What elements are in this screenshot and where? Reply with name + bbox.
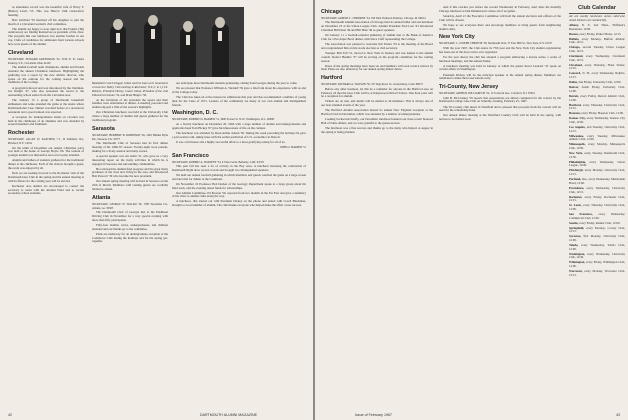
- calendar-entry: [569, 161, 625, 168]
- calendar-entry-city: Detroit,: [569, 93, 579, 98]
- calendar-entry-details: every Monday, Worcester Club, 12:15.: [569, 269, 625, 277]
- body-paragraph: We held our annual football gathering in which members and guests watched the game on a large screen and later met for dinner at the Commons.: [172, 172, 306, 181]
- body-paragraph: At the invitation of the president the squad and their families were entertained at dinner. A meeting preceded and alumni enjoyed a film of the season's highlights.: [92, 97, 168, 110]
- body-paragraph: A luncheon, that started out with President Dickey on the phone and ended with Coach Blackman, brought a record number of alumni. The club thanks everyone who helped make the affair a true success.: [172, 199, 306, 208]
- calendar-entry-details: every Friday, Wilmington Club, 12:00.: [569, 260, 625, 269]
- body-paragraph: Next we are looking forward to the Rochester visit of the Dartmouth Glee Club in the spring and the annual meeting at which officers for the coming year will be elected.: [8, 171, 84, 183]
- body-paragraph: A special speaker was Art Allen '31, who gave us a very interesting report on the many activities in which he is engaged in Sarasota and surrounding communities.: [92, 153, 168, 166]
- body-paragraph: The Dartmouth Club of Georgia met at the Piedmont Driving Club in November for a very special evening with more than fifty participants.: [92, 210, 168, 222]
- running-footer-left: DARTMOUTH ALUMNI MAGAZINE: [200, 413, 258, 417]
- secretary-line: SECRETARY, ALBERT C. OSBORNE '54, 330 West Fullerton Parkway, Chicago, Ill. 60614: [321, 17, 426, 20]
- body-paragraph: The luncheon was attended by Dean Arthur Jensen '30. During the week preceding the holidays he gave a provocative talk, taking issue with the earlier prediction of U.S. economics in Detroit.: [172, 130, 306, 139]
- body-paragraph: On November 16 Professor Bob Decker of the Geology Department spoke to a large group about his field work, and the evening raised funds for scholarships.: [172, 181, 306, 190]
- calendar-entry-city: Kansas City,: [569, 116, 586, 121]
- left-column-1: [8, 6, 84, 197]
- calendar-entry-city: Philadelphia,: [569, 159, 586, 164]
- calendar-entry-details: every Monday, Colony Club, 12:15.: [569, 225, 626, 234]
- body-paragraph: The Association was pleased to welcome Jim Turner '59 to the meeting of the Board and congratulated him on his recent election as club secretary.: [321, 42, 433, 50]
- calendar-entry-details: fourth Friday, University Club, 12:00.: [569, 85, 626, 93]
- calendar-entry: [569, 169, 625, 176]
- left-page: [0, 0, 313, 420]
- club-calendar-title: Club Calendar: [578, 5, 616, 11]
- body-paragraph: He reviewed the alumni fund progress and the great many graduates of the class now living in the area, and introduced Bob Prescott '39 who became the new president.: [92, 166, 168, 179]
- intro-paragraph: Saturday, April 21 the Executive Committee will hold the annual elections and officers of the Club will be chosen.: [439, 13, 561, 22]
- secretary-line: SECRETARY, HERBERT B. ROBINSON '26, 1465 Hidden Hyde Rd., Sarasota, Fla. 33577: [92, 133, 168, 141]
- body-paragraph: Plans are underway for an undergraduate reception at the Commerce Club during the holidays and for the spring get-together.: [92, 231, 168, 244]
- body-paragraph: This past fall has seen a lot of activity in the Bay Area. A luncheon honoring the celebration of Dartmouth Night drew record crowds and brought two distinguished speakers.: [172, 163, 306, 172]
- calendar-entry: [569, 24, 625, 31]
- intro-paragraph: as attendance record was the beautiful wife of Harry F. (Butter) Lewis '55. This was Harry's 19th consecutive meeting.: [8, 5, 84, 17]
- calendar-entry-details: N. H., every Wednesday, Ralph's, 12:15.: [569, 71, 625, 80]
- right-page: [315, 0, 628, 420]
- secretary-line: SECRETARY, ROBERT A. TIMOTHY '54, 6 Vista Cerda, Berkeley, Calif. 94703: [172, 160, 264, 164]
- calendar-entry-details: 2nd Tuesday, University Club, 12:15.: [569, 124, 626, 133]
- intro-paragraph: The Club has taken an active interest in admissions this year and has recommended a number of young men for the Class of 1971. Leaders of the community are many of our own alumni and distinguished friends.: [172, 94, 306, 107]
- secretary-line: SECRETARY, ROBERT D. HARPER '51, 3600 Everett St. N.W., Washington, D.C. 20008: [172, 118, 274, 122]
- body-paragraph: Our Christmas luncheon was held at the University Club where a large number of alumni and guests gathered for the traditional program.: [92, 110, 168, 122]
- calendar-entry: [569, 227, 625, 234]
- section-heading-chicago: Chicago: [321, 9, 343, 15]
- calendar-entry: [569, 38, 625, 45]
- calendar-entry-details: every Monday, Minneapolis Club, 12:00.: [569, 142, 626, 151]
- calendar-entry: [569, 104, 625, 111]
- calendar-entry-details: every Monday, Buffalo Athletic Club, 12:15.: [569, 36, 626, 45]
- calendar-entry-city: Albany,: [569, 22, 579, 27]
- calendar-entry-city: Dallas,: [569, 80, 578, 85]
- body-paragraph: Our annual spring meeting will be held in Sarasota on the 25th of March. Members with visiting guests are cordially invited to attend.: [92, 179, 168, 191]
- calendar-entry-details: every Friday, Houston Club, 12:00.: [581, 111, 624, 116]
- calendar-entry-city: Houston,: [569, 111, 581, 116]
- section-heading-new-york-city: New York City: [439, 34, 475, 41]
- body-paragraph: Looking backwards briefly, our December luncheon featured our most recent honored Hall of Fame athlete, and we were grateful to the generous host.: [321, 117, 433, 126]
- body-paragraph: Alumni and fathers of students gathered for the traditional dinner at the clubhouse. Each of the visitors brought a guest; the event was enjoyed by all.: [8, 158, 84, 170]
- calendar-entry-city: Chicago,: [569, 45, 581, 50]
- calendar-entry: [569, 126, 625, 133]
- body-paragraph: Dates of the spring meetings have been set and members will soon receive notices by mail. Plans are also underway for our annual spring dinner dance.: [321, 63, 433, 72]
- calendar-entry-city: Toledo,: [569, 243, 579, 248]
- section-heading-sarasota: Sarasota: [92, 125, 115, 132]
- photo-person-head: [183, 21, 193, 32]
- calendar-entry-city: Boston,: [569, 31, 579, 36]
- calendar-entry-city: Los Angeles,: [569, 124, 586, 129]
- calendar-entry-details: every Thursday, University Club, 12:00.: [569, 203, 626, 211]
- section-heading-san-francisco: San Francisco: [172, 152, 209, 159]
- intro-paragraph: our anticipate most Dartmouth students graduating coming from Georgia during the year to come.: [176, 81, 298, 85]
- calendar-entry-city: Cincinnati,: [569, 54, 584, 58]
- calendar-entry: [569, 46, 625, 53]
- calendar-entry-city: Worcester,: [569, 269, 583, 274]
- calendar-entry-city: St. Louis,: [569, 203, 582, 208]
- body-paragraph: Rochester area alumni are encouraged to contact the secretary to assist with the Alumni Fund and to recruit secondary school students.: [8, 183, 84, 196]
- page-number-right: 43: [616, 413, 620, 417]
- calendar-entry-city: Concord,: [569, 71, 581, 76]
- body-paragraph: President Dickey will be the principal speaker at the annual spring dinner. Members are reminded to make their reservations early.: [439, 72, 561, 81]
- body-paragraph: On January 11 a football-oriented gathering of alumni met at the Bank of America Club for a Pre-Super Bowl dinner, with Dave Cleff representing the College.: [321, 33, 433, 41]
- calendar-entry-city: Syracuse,: [569, 234, 582, 239]
- body-paragraph: Younger Phil Taft '51, moved to New York in January and was named to the alumni council. Robert Heather '37 will be serving on the program committee for the coming season.: [321, 50, 433, 63]
- calendar-entry: [569, 72, 625, 79]
- signoff: JOHN O. HARPER '51: [279, 145, 306, 149]
- calendar-entry-city: New York,: [569, 151, 583, 156]
- section-heading-rochester: Rochester: [8, 130, 35, 137]
- body-paragraph: On the ninth of December our annual Christmas party was held at the home of George Hoyle '66. The turnout of younger alumni was impressive and over twenty attended.: [8, 145, 84, 158]
- intro-paragraph: We hope to see everyone there and encourage members to bring guests from neighboring alumni clubs.: [439, 22, 561, 31]
- calendar-entry: [569, 55, 625, 62]
- calendar-entry-details: every Friday, Detroit Athletic Club, 12:00.: [569, 93, 626, 102]
- calendar-entry: [569, 178, 625, 185]
- body-paragraph: It was a full house and a highly successful affair to a most gratifying outing for all of us.: [176, 139, 286, 144]
- calendar-entry-details: every Tuesday, Milwaukee Athletic Club, 12:00.: [569, 133, 625, 142]
- calendar-entry-city: Cleveland,: [569, 62, 583, 67]
- club-calendar-sidebar: [569, 5, 625, 405]
- left-column-2: [92, 82, 168, 245]
- calendar-entry: [569, 235, 625, 242]
- club-calendar-intro: All are weekly luncheons unless otherwise noted. Dinners are marked (D).: [569, 13, 625, 22]
- calendar-entry-details: every Friday, Rochester Club, 12:15.: [569, 194, 625, 203]
- calendar-entry: [569, 213, 625, 220]
- body-paragraph: Before any other business, let this be a reminder for anyone in the Hartford area on February 24 that the Glee Club will be at Kingswood-Oxford School. One hour prior will be a reception for alumni.: [321, 86, 433, 99]
- body-paragraph: Fifty-four alumni, wives, undergraduates, and children attended and our thanks go to the committee.: [92, 222, 168, 231]
- body-paragraph: The Dartmouth Club of Sarasota had its first dinner meeting of the 1966-'67 season. Twenty-eight were present, making for a lively session and many stories.: [92, 141, 168, 153]
- calendar-entry-city: Seattle,: [569, 220, 579, 225]
- body-paragraph: The Tri-County club meets in Westfield and is pleased that proceeds from the concert will be used for the scholarship fund.: [439, 104, 561, 113]
- calendar-entry-city: Wilmington,: [569, 260, 586, 265]
- photo-person-shirt: [116, 33, 120, 43]
- calendar-entry-details: N. Y., 2nd Thurs., Hoffman's Restaurant, 12:00.: [569, 22, 626, 31]
- section-heading-atlanta: Atlanta: [92, 194, 111, 201]
- section-heading-washington: Washington, D. C.: [172, 110, 218, 117]
- intro-paragraph: And if this reaches you before the second Wednesday in February, don't miss the monthly Chicago luncheon at Dan Dimmerson's where all of us gather.: [439, 5, 561, 13]
- photo-person-shirt: [218, 31, 222, 41]
- calendar-entry-details: every Friday, Rainier Club, 12:00.: [579, 220, 621, 225]
- calendar-entry-city: San Francisco,: [569, 211, 593, 216]
- calendar-entry: [569, 253, 625, 260]
- calendar-entry-city: Portland,: [569, 177, 582, 182]
- calendar-entry-details: every Wednesday, Toledo Club, 12:00.: [569, 243, 625, 251]
- page-number-left: 42: [8, 413, 12, 417]
- body-paragraph: The January 13 a group of Dartmouth basketball enthusiasts and some attended the game at the Arena where Dartmouth met Case. Dinner was held before at a downtown restaurant and a good turnout was reported.: [8, 98, 84, 114]
- calendar-entry: [569, 204, 625, 211]
- calendar-entry: [569, 143, 625, 150]
- calendar-entry-details: every Wednesday, University Club, 12:30.: [569, 251, 625, 260]
- calendar-entry: [569, 152, 625, 159]
- calendar-entry-city: Denver,: [569, 85, 579, 90]
- calendar-entry-details: second Tuesday, Union League Club, 12:15.: [569, 45, 626, 53]
- calendar-entry: [569, 95, 625, 102]
- calendar-entry-details: every Wednesday, Kansas City Club, 12:00.: [569, 116, 626, 124]
- right-column-1: [321, 6, 433, 136]
- calendar-entry-city: Minneapolis,: [569, 142, 586, 147]
- calendar-entry-details: every Wednesday, Commercial Club, 12:00.: [569, 211, 625, 220]
- calendar-entry: [569, 244, 625, 251]
- calendar-entry-city: Springfield,: [569, 225, 585, 230]
- section-heading-cleveland: Cleveland: [8, 49, 34, 56]
- calendar-entry: [569, 196, 625, 203]
- calendar-entry-details: every Monday, University Club, 12:15.: [569, 168, 626, 177]
- calendar-entry: [569, 270, 625, 277]
- body-paragraph: A program followed and was introduced by the chairman, Joe Knight '47, who also presented the award to the outstanding school senior from the Cleveland area.: [8, 85, 84, 98]
- right-column-2: [439, 6, 561, 123]
- body-paragraph: A luncheon meeting was held in January at which the guests heard Leonard '35 speak on current affairs in Washington.: [439, 63, 561, 72]
- body-paragraph: Tickets are on sale, and details will be mailed to all members. This is always one of our best attended events of the year.: [321, 99, 433, 108]
- calendar-entry: [569, 187, 625, 194]
- section-heading-tri-county: Tri-County, New Jersey: [439, 84, 499, 91]
- photo-caption: Basketball Coach Doggie Julian and his team were honored at a Governor Valley Club meeting in Rochester, N.Y. (l. to r.): Dr. Roberts, President Dickey, Coach Julian, President of the club Edward Greenman '54, and Brad Hedges '58.: [92, 81, 168, 97]
- running-footer-right: Issue of February 1967: [355, 413, 392, 417]
- calendar-entry-details: every Tuesday, Dartmouth Club, 12:30.: [569, 151, 625, 159]
- calendar-entry-details: every Thursday, University Club, 12:15.: [569, 102, 626, 111]
- calendar-entry-city: Providence,: [569, 185, 585, 190]
- calendar-entry: [569, 135, 625, 142]
- secretary-line: SECRETARY, GEORGE W. WALDO '36, 1780 Woodland Cir., Atlanta, Ga. 30305: [92, 202, 168, 210]
- body-paragraph: For the year ahead, the club has adopted a program embracing a lecture series, a series of luncheon meetings, and the annual dinner.: [439, 54, 561, 63]
- body-paragraph: With the year 1967, the Club enters its 75th year and the New York City alumni organization has been one of the most active ever organized.: [439, 45, 561, 54]
- photo-person-shirt: [186, 35, 190, 45]
- calendar-entry: [569, 64, 625, 71]
- body-paragraph: At a faculty luncheon on December 20, 1966 with a large number of alumni and undergraduates and applicants head Tom Hickey '67 gave his impressions of life on the campus.: [172, 121, 306, 130]
- photo-person-head: [215, 17, 225, 28]
- secretary-line: SECRETARY, ALLAN W. KASCHEK '71, 10 Kimberly Rd., Pittsford, N.Y. 14534: [8, 138, 84, 146]
- secretary-line: SECRETARY, EDWARD GREENMAN '52, 3160 N. St. James Parkway S.E., Cleveland, Ohio 44120: [8, 57, 84, 65]
- secretary-line: SECRETARY, RICHARD A. WATSON '59, 327 Dug Road, So. Glastonbury, Conn. 06073: [321, 83, 423, 87]
- photo-person-shirt: [151, 29, 155, 39]
- calendar-entry-details: every Wednesday, University Club, 12:15.: [569, 185, 625, 194]
- calendar-entry-city: Rochester,: [569, 194, 583, 199]
- body-paragraph: John B. McCloskey '59 reports that preparations are almost completed for the concert by the Dartmouth College Glee Club on Saturday evening, February 25, 1967.: [439, 95, 561, 104]
- calendar-entry-details: every Wednesday, Cincinnati Club, 12:15.: [569, 54, 626, 62]
- calendar-entry-city: Pittsburgh,: [569, 168, 584, 173]
- left-column-3: [172, 82, 306, 209]
- calendar-entry-details: every Thursday, Hotel Statler, 12:10.: [569, 62, 626, 71]
- calendar-entry: [569, 261, 625, 268]
- calendar-entry-details: every Wednesday, Union League, 12:00.: [569, 159, 626, 168]
- body-paragraph: Our Alumni Committee, Ed Preston '56, reported from two months in the Far East and gave a summary of his visits to alumni clubs along the way.: [172, 190, 306, 199]
- photo-person-head: [113, 19, 123, 30]
- secretary-line: SECRETARY, C. JOSEPH CHRISTIE '38, Dartmouth Club, 37 East 38th St., New York, N.Y. 10017: [439, 42, 553, 46]
- calendar-entry-city: Milwaukee,: [569, 133, 584, 138]
- calendar-entry-city: Washington,: [569, 251, 586, 256]
- body-paragraph: Our annual dinner meeting at the Westfield Country Club will be held in the spring, with notices to be mailed soon.: [439, 113, 561, 122]
- calendar-entry-details: Ore., every Wednesday, Multnomah Hotel, 12:00.: [569, 177, 626, 185]
- calendar-entry-details: every Friday, Parker House, 12:15.: [579, 31, 622, 36]
- calendar-entry-details: 2nd Friday, University Club, 12:00.: [578, 80, 622, 85]
- intro-paragraph: The alumni are happy to note right now that Frank's ('60) Anniversary are finding themselves as president of the class. The program this one luncheon was another feather in our cap. Clubs of candidates for admission from various schools here were guests of the alumni.: [8, 26, 84, 46]
- club-calendar-entries: [569, 24, 625, 278]
- body-paragraph: The luncheon was a fine success and thanks go to the many who helped. A supper in the spring is being planned.: [321, 126, 433, 134]
- calendar-entry-city: Hartford,: [569, 102, 582, 107]
- calendar-entry-details: first Monday, University Club, 12:00.: [569, 234, 625, 243]
- secretary-line: SECRETARY, ARTHUR WILLIAMS III '52, 113 Lincoln Ave., Cranford, N.J. 07016: [439, 92, 535, 96]
- calendar-entry: [569, 117, 625, 124]
- intro-paragraph: Hart Gilchrist '59 marched off his daughter to join the march of a Cleveland woman's club committee.: [8, 17, 84, 26]
- group-photo: [92, 7, 244, 77]
- photo-person-head: [148, 15, 158, 26]
- calendar-entry: [569, 86, 625, 93]
- intro-paragraph: We are pleased that Professor William A. Waddell '39 gave a brief talk about his experience with us and of the College today.: [172, 86, 306, 94]
- calendar-entry-city: Buffalo,: [569, 36, 580, 41]
- section-heading-hartford: Hartford: [321, 75, 343, 82]
- body-paragraph: The alumni football team champions; alumni and friends attended the annual Christmas luncheon. Highlighting the gathering was a report by the new athletic director, who spoke on the outlook for the coming season and the traditions of the College.: [8, 65, 84, 85]
- body-paragraph: The Hartford Alumni Association hosted its annual New England reception at the Hartford Club in December, which was attended by a number of undergraduates.: [321, 108, 433, 117]
- body-paragraph: The Dartmouth Alumni Association of Chicago held its annual father and son luncheon on December 23 at the Union League Club. Alumni President Fred Leet '43 introduced Chairman Bill Dean '49 and Bill Hinz '49 as guest speakers.: [321, 20, 433, 33]
- body-paragraph: A reception for undergraduates home on vacation was held in the clubhouse of an alumnus and was attended by several members and freshmen.: [8, 114, 84, 127]
